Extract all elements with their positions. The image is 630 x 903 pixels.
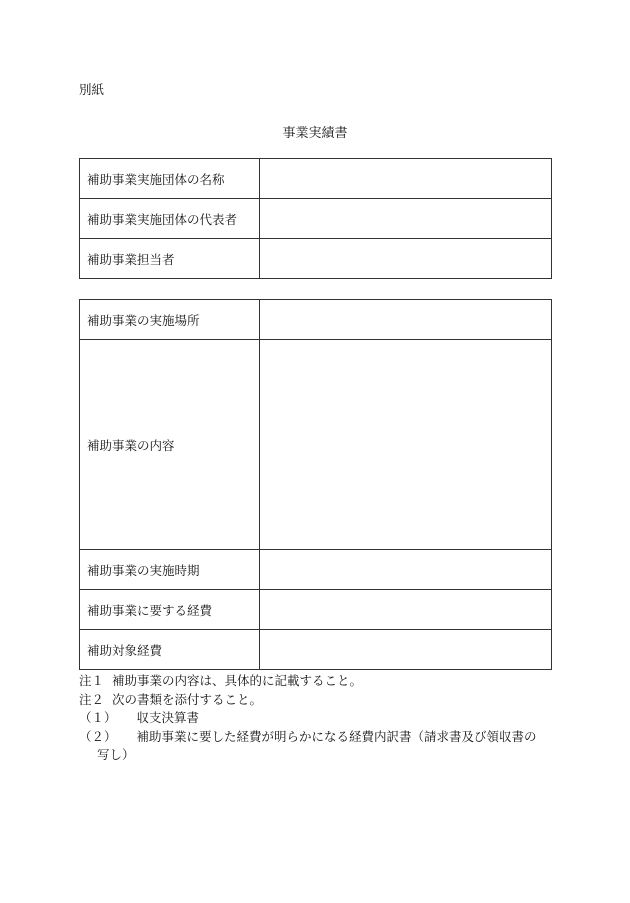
table-row (80, 239, 552, 279)
table-row (80, 630, 552, 670)
project-location-field[interactable] (260, 300, 552, 340)
notes-section (79, 672, 559, 765)
eligible-cost-field[interactable] (260, 630, 552, 670)
project-content-field[interactable] (260, 340, 552, 550)
project-detail-table (79, 299, 552, 670)
note-2 (79, 691, 559, 710)
note-1-label: 注１ (79, 673, 105, 688)
note-2-label: 注２ (79, 691, 105, 707)
attachment-item-2-cont-text: 写し） (97, 747, 135, 762)
attachment-item-2-continuation (79, 746, 559, 765)
table-row (80, 300, 552, 340)
attachment-item-2 (79, 728, 559, 747)
project-cost-label: 補助事業に要する経費 (80, 590, 260, 630)
note-1-text: 補助事業の内容は、具体的に記載すること。 (112, 673, 363, 688)
org-name-label: 補助事業実施団体の名称 (80, 159, 260, 199)
attachment-item-1-number: （１） (79, 710, 117, 725)
attachment-item-1-text: 収支決算書 (136, 710, 200, 725)
attachment-item-2-text: 補助事業に要した経費が明らかになる経費内訳書（請求書及び領収書の (136, 728, 537, 744)
eligible-cost-label: 補助対象経費 (80, 630, 260, 670)
table-row (80, 550, 552, 590)
attachment-item-1 (79, 709, 559, 728)
table-row (80, 199, 552, 239)
org-representative-field[interactable] (260, 199, 552, 239)
table-row (80, 340, 552, 550)
note-1 (79, 672, 559, 691)
organization-table (79, 158, 552, 279)
table-row (80, 590, 552, 630)
project-period-field[interactable] (260, 550, 552, 590)
project-manager-field[interactable] (260, 239, 552, 279)
project-cost-field[interactable] (260, 590, 552, 630)
note-2-text: 次の書類を添付すること。 (112, 691, 263, 707)
attachment-label: 別紙 (79, 82, 105, 97)
project-content-label: 補助事業の内容 (80, 340, 260, 550)
project-manager-label: 補助事業担当者 (80, 239, 260, 279)
table-row (80, 159, 552, 199)
org-name-field[interactable] (260, 159, 552, 199)
page-title: 事業実績書 (282, 126, 348, 141)
project-location-label: 補助事業の実施場所 (80, 300, 260, 340)
project-period-label: 補助事業の実施時期 (80, 550, 260, 590)
attachment-item-2-number: （２） (79, 728, 117, 744)
org-representative-label: 補助事業実施団体の代表者 (80, 199, 260, 239)
